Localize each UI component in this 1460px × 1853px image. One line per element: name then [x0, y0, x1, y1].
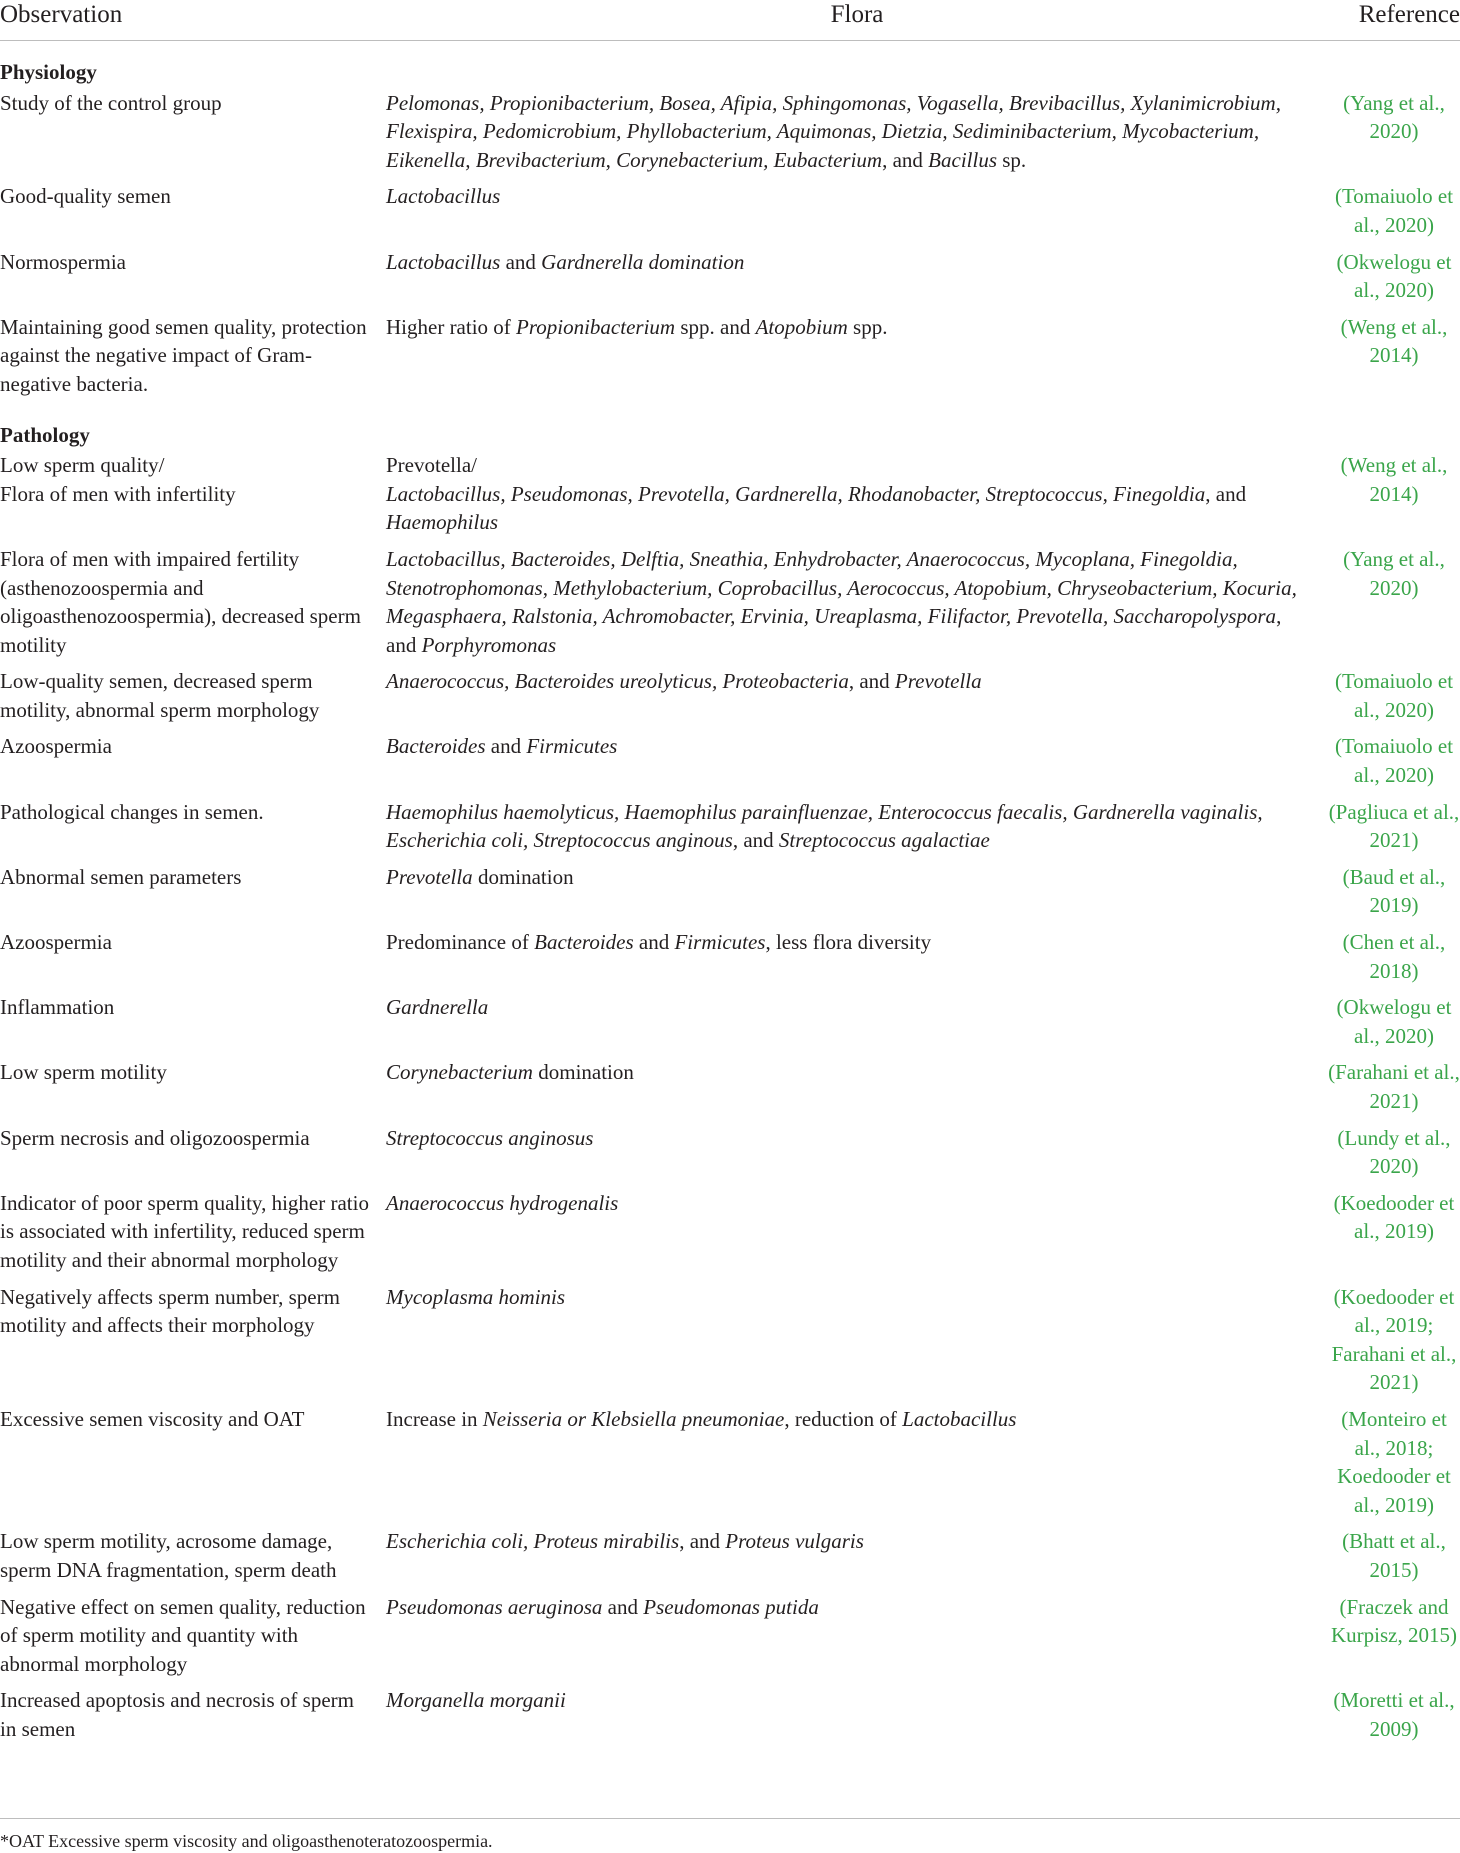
- taxon-name: Pseudomonas putida: [643, 1594, 819, 1619]
- taxon-name: Pseudomonas aeruginosa: [386, 1594, 603, 1619]
- observation-cell: Abnormal semen parameters: [0, 864, 242, 889]
- flora-text: , and: [1205, 481, 1247, 506]
- taxon-name: Bacteroides: [534, 930, 634, 955]
- taxon-name: Lactobacillus, Bacteroides, Delftia, Sneathia, Enhydrobacter, Anaerococcus, Mycoplana, Finegoldia, Stenotrophomonas, Methylobacterium, Coprobacillus, Aerococcus, Atopobium, Chryseobacterium, Kocuria, Megasphaera, Ralstonia, Achromobacter, Ervinia, Ureaplasma, Filifactor, Prevotella, Saccharopolyspora: [386, 546, 1297, 629]
- flora-text: spp. and: [675, 314, 756, 339]
- reference-link[interactable]: (Farahani et al., 2021): [1328, 1060, 1460, 1113]
- table-row: [0, 313, 1460, 407]
- observation-cell: Good-quality semen: [0, 184, 171, 209]
- section-title: Pathology: [0, 422, 90, 447]
- flora-cell: [386, 732, 1328, 797]
- table-row: [0, 1283, 1460, 1405]
- flora-text: , and: [848, 669, 895, 694]
- observation-cell: Normospermia: [0, 249, 126, 274]
- reference-link[interactable]: (Moretti et al., 2009): [1333, 1688, 1455, 1741]
- flora-text: , and: [679, 1529, 726, 1554]
- observation-cell: Azoospermia: [0, 930, 112, 955]
- taxon-name: Corynebacterium: [386, 1060, 533, 1085]
- table-row: [0, 1189, 1460, 1283]
- flora-text: Higher ratio of: [386, 314, 517, 339]
- observation-cell: Pathological changes in semen.: [0, 799, 264, 824]
- reference-link[interactable]: (Weng et al., 2014): [1340, 314, 1448, 368]
- taxon-name: Firmicutes: [674, 930, 766, 955]
- flora-text: spp.: [847, 314, 888, 339]
- flora-cell: [386, 545, 1328, 667]
- flora-text: Predominance of: [386, 930, 535, 955]
- taxon-name: Streptococcus agalactiae: [778, 828, 990, 853]
- table-row: [0, 993, 1460, 1058]
- observation-cell: Low-quality semen, decreased sperm motility, abnormal sperm morphology: [0, 669, 320, 722]
- reference-link[interactable]: (Baud et al., 2019): [1342, 864, 1446, 918]
- observation-cell: Negative effect on semen quality, reduction of sperm motility and quantity with abnormal morphology: [0, 1594, 366, 1676]
- flora-cell: [386, 89, 1328, 183]
- observation-cell: Azoospermia: [0, 734, 112, 759]
- header-flora: Flora: [386, 0, 1328, 41]
- observation-cell: Indicator of poor sperm quality, higher ratio is associated with infertility, reduced sperm motility and their abnormal morphology: [0, 1190, 369, 1272]
- taxon-name: Bacillus: [928, 147, 997, 172]
- table-row: [0, 545, 1460, 667]
- observation-cell: Study of the control group: [0, 90, 222, 115]
- taxon-name: Anaerococcus, Bacteroides ureolyticus, Proteobacteria: [386, 669, 849, 694]
- flora-cell: [386, 667, 1328, 732]
- observation-cell: Low sperm quality/ Flora of men with infertility: [0, 453, 236, 506]
- reference-link[interactable]: (Monteiro et al., 2018; Koedooder et al., 2019): [1337, 1406, 1451, 1517]
- observation-cell: Maintaining good semen quality, protection against the negative impact of Gram-negative bacteria.: [0, 314, 367, 396]
- flora-text: , reduction of: [784, 1406, 903, 1431]
- taxon-name: Gardnerella domination: [541, 249, 745, 274]
- taxon-name: Prevotella: [894, 669, 982, 694]
- flora-cell: [386, 1058, 1328, 1123]
- taxon-name: Pelomonas, Propionibacterium, Bosea, Afipia, Sphingomonas, Vogasella, Brevibacillus, Xylanimicrobium, Flexispira, Pedomicrobium, Phyllobacterium, Aquimonas, Dietzia, Sediminibacterium, Mycobacterium, Eikenella, Brevibacterium, Corynebacterium, Eubacterium: [386, 90, 1281, 172]
- flora-cell: [386, 313, 1328, 407]
- taxon-name: Anaerococcus hydrogenalis: [386, 1190, 619, 1215]
- taxon-name: Haemophilus haemolyticus, Haemophilus parainfluenzae, Enterococcus faecalis, Gardnerella vaginalis, Escherichia coli, Streptococcus anginous: [386, 799, 1263, 853]
- taxon-name: Lactobacillus: [386, 184, 501, 209]
- flora-text: , and: [732, 828, 779, 853]
- table-row: [0, 928, 1460, 993]
- flora-cell: [386, 1283, 1328, 1405]
- flora-cell: [386, 451, 1328, 545]
- taxon-name: Porphyromonas: [421, 632, 557, 657]
- table-header: [0, 0, 1460, 41]
- reference-link[interactable]: (Okwelogu et al., 2020): [1336, 249, 1452, 303]
- taxon-name: Lactobacillus: [386, 249, 501, 274]
- flora-cell: [386, 993, 1328, 1058]
- observation-cell: Inflammation: [0, 995, 115, 1020]
- table-row: [0, 451, 1460, 545]
- header-reference: Reference: [1328, 0, 1460, 41]
- table-row: [0, 732, 1460, 797]
- taxon-name: Prevotella: [386, 864, 473, 889]
- flora-cell: [386, 1124, 1328, 1189]
- flora-text: and: [500, 249, 542, 274]
- taxon-name: Proteus vulgaris: [725, 1529, 864, 1554]
- reference-link[interactable]: (Yang et al., 2020): [1343, 546, 1445, 600]
- flora-cell: [386, 248, 1328, 313]
- table-row: [0, 1686, 1460, 1751]
- table-body: [0, 41, 1460, 1752]
- taxon-name: Firmicutes: [526, 734, 618, 759]
- taxon-name: Morganella morganii: [386, 1688, 566, 1713]
- flora-text: sp.: [997, 147, 1027, 172]
- taxon-name: Gardnerella: [386, 995, 489, 1020]
- observation-cell: Flora of men with impaired fertility (asthenozoospermia and oligoasthenozoospermia), decreased sperm motility: [0, 546, 361, 657]
- flora-cell: [386, 798, 1328, 863]
- flora-text: , and: [386, 604, 1282, 657]
- reference-link[interactable]: (Lundy et al., 2020): [1337, 1125, 1451, 1179]
- reference-link[interactable]: (Fraczek and Kurpisz, 2015): [1331, 1594, 1457, 1648]
- taxon-name: Streptococcus anginosus: [386, 1125, 594, 1150]
- flora-cell: [386, 863, 1328, 928]
- taxon-name: Lactobacillus: [902, 1406, 1017, 1431]
- observation-cell: Negatively affects sperm number, sperm motility and affects their morphology: [0, 1284, 340, 1338]
- flora-text: , less flora diversity: [765, 930, 932, 955]
- table-footnote: *OAT Excessive sperm viscosity and oligoasthenoteratozoospermia.: [0, 1818, 1460, 1853]
- table-row: [0, 248, 1460, 313]
- flora-cell: [386, 182, 1328, 247]
- section-row: [0, 41, 1460, 89]
- table-row: [0, 667, 1460, 732]
- table-row: [0, 1527, 1460, 1592]
- taxon-name: Bacteroides: [386, 734, 486, 759]
- reference-link[interactable]: (Tomaiuolo et al., 2020): [1334, 184, 1454, 237]
- flora-text: Prevotella/: [386, 453, 477, 478]
- reference-link[interactable]: (Yang et al., 2020): [1343, 90, 1445, 144]
- reference-link[interactable]: (Okwelogu et al., 2020): [1336, 995, 1452, 1048]
- flora-cell: [386, 1189, 1328, 1283]
- reference-link[interactable]: (Chen et al., 2018): [1342, 930, 1446, 983]
- taxon-name: Neisseria or Klebsiella pneumoniae: [482, 1406, 785, 1431]
- observation-cell: Low sperm motility: [0, 1060, 167, 1085]
- reference-link[interactable]: (Koedooder et al., 2019; Farahani et al., 2021): [1331, 1284, 1457, 1395]
- observation-cell: Sperm necrosis and oligozoospermia: [0, 1125, 310, 1150]
- taxon-name: Propionibacterium: [516, 314, 676, 339]
- flora-text: domination: [532, 1060, 634, 1085]
- table-row: [0, 1405, 1460, 1527]
- table-row: [0, 798, 1460, 863]
- flora-cell: [386, 1686, 1328, 1751]
- reference-link[interactable]: (Weng et al., 2014): [1340, 453, 1448, 506]
- observation-cell: Increased apoptosis and necrosis of sperm in semen: [0, 1688, 354, 1741]
- reference-link[interactable]: (Koedooder et al., 2019): [1333, 1190, 1455, 1244]
- flora-text: domination: [472, 864, 574, 889]
- table-row: [0, 1124, 1460, 1189]
- reference-link[interactable]: (Tomaiuolo et al., 2020): [1334, 734, 1454, 788]
- section-row: [0, 407, 1460, 452]
- reference-link[interactable]: (Tomaiuolo et al., 2020): [1334, 669, 1454, 722]
- table-row: [0, 1593, 1460, 1687]
- flora-text: , and: [882, 147, 929, 172]
- table-row: [0, 863, 1460, 928]
- flora-cell: [386, 928, 1328, 993]
- reference-link[interactable]: (Pagliuca et al., 2021): [1328, 799, 1460, 853]
- section-title: Physiology: [0, 60, 97, 84]
- taxon-name: Haemophilus: [386, 510, 498, 535]
- table-row: [0, 182, 1460, 247]
- taxon-name: Lactobacillus, Pseudomonas, Prevotella, Gardnerella, Rhodanobacter, Streptococcus, Finegoldia: [386, 481, 1206, 506]
- flora-cell: [386, 1593, 1328, 1687]
- table-row: [0, 89, 1460, 183]
- taxon-name: Escherichia coli, Proteus mirabilis: [386, 1529, 680, 1554]
- flora-cell: [386, 1527, 1328, 1592]
- flora-text: and: [485, 734, 527, 759]
- observation-cell: Low sperm motility, acrosome damage, sperm DNA fragmentation, sperm death: [0, 1529, 337, 1582]
- observation-cell: Excessive semen viscosity and OAT: [0, 1406, 305, 1431]
- table-row: [0, 1058, 1460, 1123]
- flora-text: and: [602, 1594, 644, 1619]
- flora-text: and: [633, 930, 675, 955]
- taxon-name: Mycoplasma hominis: [386, 1284, 566, 1309]
- flora-text: Increase in: [386, 1406, 483, 1431]
- header-observation: Observation: [0, 0, 386, 41]
- reference-link[interactable]: (Bhatt et al., 2015): [1342, 1529, 1446, 1582]
- flora-cell: [386, 1405, 1328, 1527]
- taxon-name: Atopobium: [755, 314, 848, 339]
